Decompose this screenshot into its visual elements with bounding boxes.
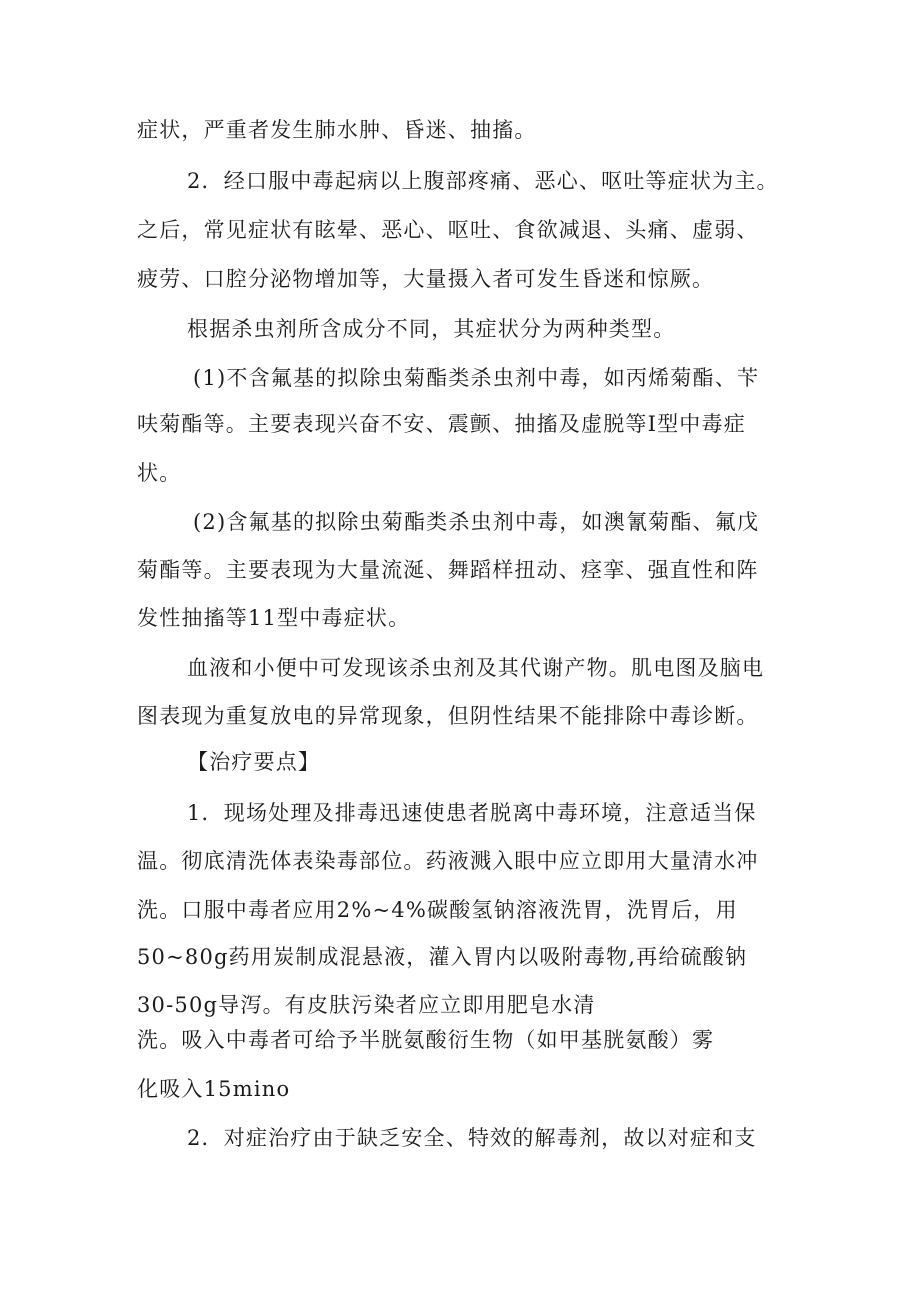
text-line: 2．经口服中毒起病以上腹部疼痛、恶心、呕吐等症状为主。	[187, 169, 779, 193]
text-line: 疲劳、口腔分泌物增加等，大量摄入者可发生昏迷和惊厥。	[137, 267, 715, 291]
text-line: 2．对症治疗由于缺乏安全、特效的解毒剂，故以对症和支	[187, 1126, 757, 1150]
section-heading: 【治疗要点】	[187, 750, 321, 774]
text-line: 之后，常见症状有眩晕、恶心、呕吐、食欲减退、头痛、虚弱、	[137, 218, 759, 242]
text-line: 洗。口服中毒者应用2%~4%碳酸氢钠溶液洗胃，洗胃后，用	[137, 898, 738, 922]
text-line: 30-50g导泻。有皮肤污染者应立即用肥皂水清	[137, 993, 596, 1017]
text-line: 血液和小便中可发现该杀虫剂及其代谢产物。肌电图及脑电	[187, 656, 765, 680]
text-line: 根据杀虫剂所含成分不同，其症状分为两种类型。	[187, 317, 676, 341]
text-line: 菊酯等。主要表现为大量流涎、舞蹈样扭动、痉挛、强直性和阵	[137, 558, 759, 582]
text-line: 温。彻底清洗体表染毒部位。药液溅入眼中应立即用大量清水冲	[137, 849, 759, 873]
text-line: 发性抽搐等11型中毒症状。	[137, 606, 411, 630]
text-line: 图表现为重复放电的异常现象，但阴性结果不能排除中毒诊断。	[137, 704, 759, 728]
text-line: 洗。吸入中毒者可给予半胱氨酸衍生物（如甲基胱氨酸）雾	[137, 1028, 715, 1052]
text-line: 50~80g药用炭制成混悬液，灌入胃内以吸附毒物,再给硫酸钠	[137, 945, 748, 969]
text-line: 化吸入15mino	[137, 1077, 291, 1101]
text-line: 状。	[137, 461, 182, 485]
text-line: (1)不含氟基的拟除虫菊酯类杀虫剂中毒，如丙烯菊酯、苄	[193, 366, 760, 390]
text-line: (2)含氟基的拟除虫菊酯类杀虫剂中毒，如澳氰菊酯、氟戊	[193, 510, 760, 534]
text-line: 症状，严重者发生肺水肿、昏迷、抽搐。	[137, 118, 537, 142]
text-line: 1．现场处理及排毒迅速使患者脱离中毒环境，注意适当保	[187, 801, 757, 825]
text-line: 呋菊酯等。主要表现兴奋不安、震颤、抽搐及虚脱等I型中毒症	[137, 412, 746, 436]
